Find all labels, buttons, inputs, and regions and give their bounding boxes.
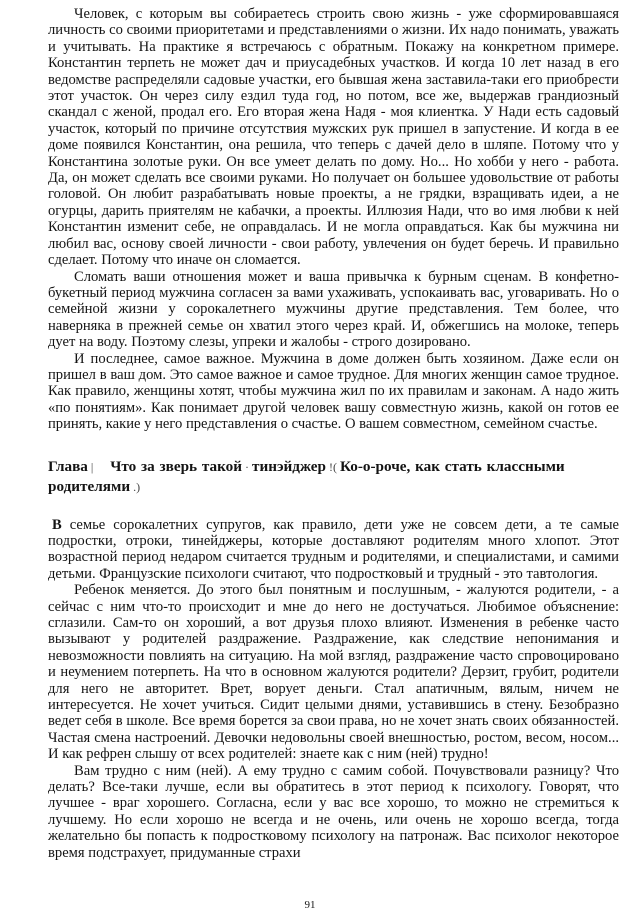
separator-mark: ·	[245, 459, 250, 474]
chapter-title-part3: Ко-о-роче	[339, 457, 407, 475]
paragraph-scenes: Сломать ваши отношения может и ваша привычка к бурным сценам. В конфетно-букетный период мужчина согласен за вами ухаживать, успокаивать вас, уговаривать. Но о семейной жизни у сорокалетнего мужчины другие представления. Тем более, что наверняка в прежней семье он хватил этого через край. И, обжегшись на молоке, теперь дует на воду. Поэтому слезы, упреки и жалобы - строго дозировано.	[48, 268, 619, 351]
chapter-heading: Глава | Что за зверь такой · тинэйджер !( Ко-о-роче, как стать классными родителями .)	[48, 457, 565, 495]
paragraph-konstantin: Человек, с которым вы собираетесь строить свою жизнь - уже сформировавшаяся личность со своими приоритетами и представлениями о жизни. Их надо понимать, уважать и учитывать. На практике я встречаюсь с обратным. Покажу на конкретном примере. Константин терпеть не может дач и приусадебных участков. И когда 10 лет назад в его ведомстве распределяли садовые участки, его бывшая жена заставила-таки его приобрести этот участок. Он через силу ездил туда год, но потом, все же, выдержав грандиозный скандал с женой, продал его. Его вторая жена Надя - моя клиентка. У Нади есть садовый участок, который по причине отсутствия мужских рук пришел в запустение. И когда в ее доме появился Константин, она решила, что теперь с дачей дело в шляпе. Потому что у Константина золотые руки. Он все умеет делать по дому. Но... Но хобби у него - работа. Да, он может сделать все своими руками. Но получает он большее удовольствие от работы головой. Он любит разрабатывать новые проекты, а не грядки, взращивать идеи, а не огурцы, дарить приятелям не кабачки, а проекты. Иллюзия Нади, что во имя любви к ней Константин изменит себе, не оправдалась. И не могла оправдаться. Как бы мужчина ни любил вас, основу своей личности - свои работу, увлечения он будет беречь. И правильно сделает. Потому что иначе он сломается.	[48, 6, 619, 269]
chapter-title-part2: тинэйджер	[252, 457, 326, 475]
chapter-title-part1: Что за зверь такой	[110, 457, 243, 475]
paragraph-teenagers	[48, 517, 619, 583]
paragraph-psychologist: Вам трудно с ним (ней). А ему трудно с самим собой. Почувствовали разницу? Что делать? Все-таки лучше, если вы обратитесь в этот период к психологу. Говорят, что лучшее - враг хорошего. Согласна, если у вас все хорошо, то можно не стремиться к лучшему. Но если хорошо не всегда и не очень, или очень не хорошо всегда, тогда желательно бы попасть к подростковому психологу на патронаж. Вас психолог некоторое время подстрахует, придуманные страхи	[48, 762, 619, 861]
dropcap-letter: В	[52, 516, 62, 533]
chapter-label: Глава	[48, 457, 88, 475]
paragraph-teenagers-text: семье сорокалетних супругов, как правило, дети уже не совсем дети, а те самые подростки, отроки, тинейджеры, которые доставляют родителям много хлопот. Этот возрастной период недаром считается трудным и родителями, и специалистами, и самими детьми. Французские психологи считают, что подростковый и трудный - это тавтология.	[48, 516, 619, 582]
closing-mark: .)	[133, 479, 141, 494]
paragraph-master-of-house: И последнее, самое важное. Мужчина в доме должен быть хозяином. Даже если он пришел в ваш дом. Это самое важное и самое трудное. Для многих женщин самое трудное. Как правило, женщины хотят, чтобы мужчина жил по их правилам и законам. А надо жить «по понятиям». Как понимает другой человек вашу совместную жизнь, какой он готов ее принять, какие у него представления о счастье. О вашем совместном, семейном счастье.	[48, 350, 619, 433]
page-body	[48, 6, 619, 861]
page-number: 91	[304, 899, 316, 911]
chapter-title-part4: как стать классными родителями	[48, 457, 565, 495]
chapter-number-mark: |	[90, 459, 94, 474]
paragraph-child-changes: Ребенок меняется. До этого был понятным и послушным, - жалуются родители, - а сейчас с ним что-то происходит и мне до него не достучаться. Любимое объяснение: сглазили. Сам-то он хороший, а вот друзья плохо влияют. Изменения в ребенке часто вызывают у родителей раздражение. Раздражение, как следствие непонимания и невозможности повлиять на ситуацию. На мой взгляд, раздражение часто спровоцировано и неумением потерпеть. На что в основном жалуются родители? Дерзит, грубит, родители для него не авторитет. Врет, ворует деньги. Стал апатичным, вялым, ничем не интересуется. Не хочет учиться. Сидит целыми днями, уставившись в стену. Безобразно ведет себя в школе. Все время борется за свои права, но не хочет знать своих обязанностей. Частая смена настроений. Девочки недовольны своей внешностью, ростом, весом, носом... И как рефрен слышу от всех родителей: знаете как с ним (ней) трудно!	[48, 582, 619, 763]
bracket-mark: !(	[328, 459, 337, 474]
